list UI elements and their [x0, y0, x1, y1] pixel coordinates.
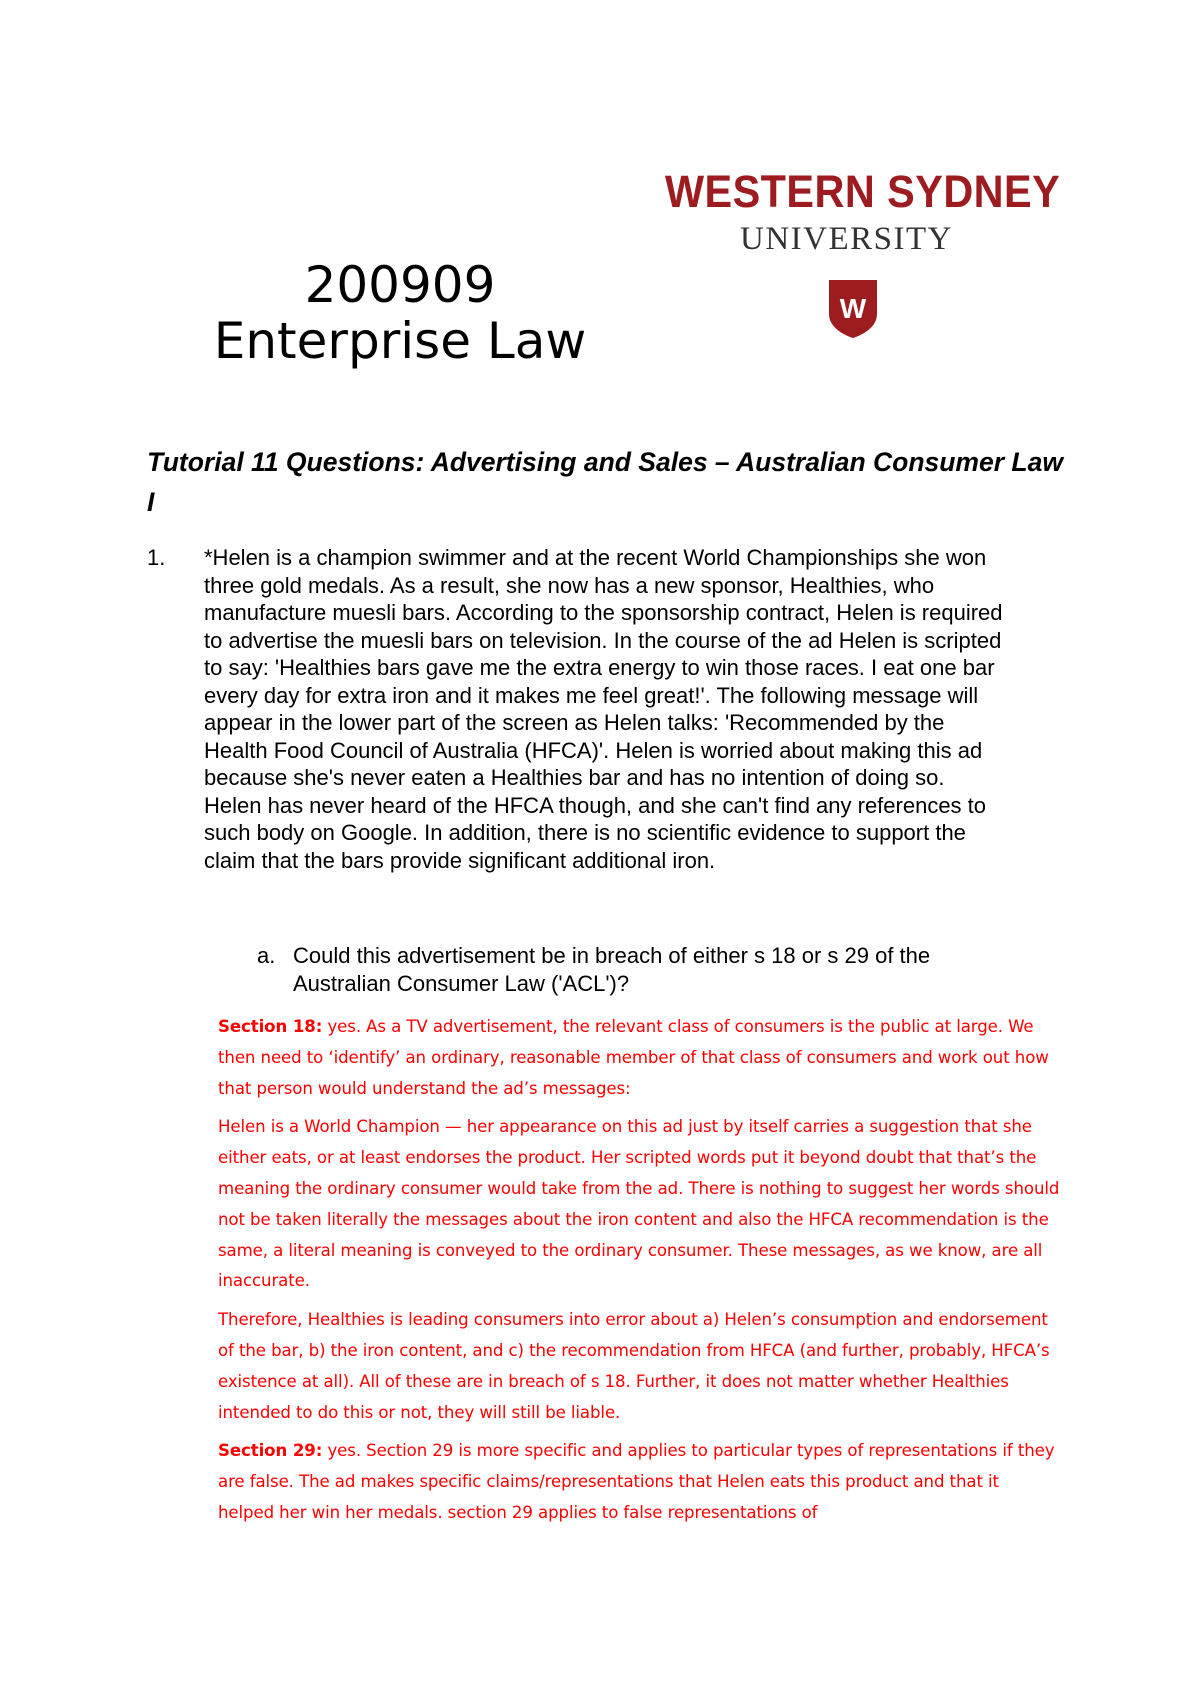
- logo-wordmark: WESTERN SYDNEY: [665, 166, 1061, 217]
- answer-paragraph-analysis: Helen is a World Champion — her appearance on this ad just by itself carries a suggestion that she either eats, or at least endorses the product. Her scripted words put it beyond doubt that that’s the meaning the ordinary consumer would take from the ad. There is nothing to suggest her words should not be taken literally the messages about the iron content and also the HFCA recommendation is the same, a literal meaning is conveyed to the ordinary consumer. These messages, as we know, are all inaccurate.: [218, 1117, 1060, 1291]
- section-18-label: Section 18:: [218, 1017, 323, 1036]
- section-29-label: Section 29:: [218, 1441, 323, 1461]
- section-18-text: yes. As a TV advertisement, the relevant class of consumers is the public at large. We then need to ‘identify’ an ordinary, reasonable member of that class of consumers and work out how that person would understand the ad’s messages:: [218, 1017, 1049, 1098]
- section-29-text: yes. Section 29 is more specific and applies to particular types of representations if they are false. The ad makes specific claims/representations that Helen eats this product and that it helped her win her medals. section 29 applies to false representations of: [218, 1441, 1055, 1522]
- shield-icon: [827, 278, 879, 340]
- answer-paragraph-section-18: [218, 1012, 1060, 1104]
- sub-question-label: a.: [257, 943, 276, 968]
- question-number: 1.: [147, 545, 166, 570]
- answer-block: [218, 1012, 1060, 1537]
- course-name: Enterprise Law: [213, 312, 587, 370]
- sub-question-text: Could this advertisement be in breach of either s 18 or s 29 of the Australian Consumer Law ('ACL')?: [293, 943, 931, 996]
- course-code: 200909: [304, 256, 496, 314]
- answer-paragraph-conclusion: Therefore, Healthies is leading consumers into error about a) Helen’s consumption and endorsement of the bar, b) the iron content, and c) the recommendation from HFCA (and further, probably, HFCA’s existence at all). All of these are in breach of s 18. Further, it does not matter whether Healthies intended to do this or not, they will still be liable.: [218, 1310, 1050, 1422]
- tutorial-title: Tutorial 11 Questions: Advertising and Sales – Australian Consumer Law I: [147, 447, 1063, 517]
- answer-paragraph-section-29: [218, 1436, 1060, 1528]
- sub-question-a: [257, 942, 1017, 997]
- question-1: [147, 544, 1047, 874]
- shield-letter: W: [839, 293, 867, 324]
- logo-subtitle: UNIVERSITY: [740, 221, 953, 257]
- question-text: *Helen is a champion swimmer and at the recent World Championships she won three gold medals. As a result, she now has a new sponsor, Healthies, who manufacture muesli bars. According to the sponsorship contract, Helen is required to advertise the muesli bars on television. In the course of the ad Helen is scripted to say: 'Healthies bars gave me the extra energy to win those races. I eat one bar every day for extra iron and it makes me feel great!'. The following message will appear in the lower part of the screen as Helen talks: 'Recommended by the Health Food Council of Australia (HFCA)'. Helen is worried about making this ad because she's never eaten a Healthies bar and has no intention of doing so. Helen has never heard of the HFCA though, and she can't find any references to such body on Google. In addition, there is no scientific evidence to support the claim that the bars provide significant additional iron.: [204, 545, 1003, 873]
- university-logo: [665, 166, 1061, 324]
